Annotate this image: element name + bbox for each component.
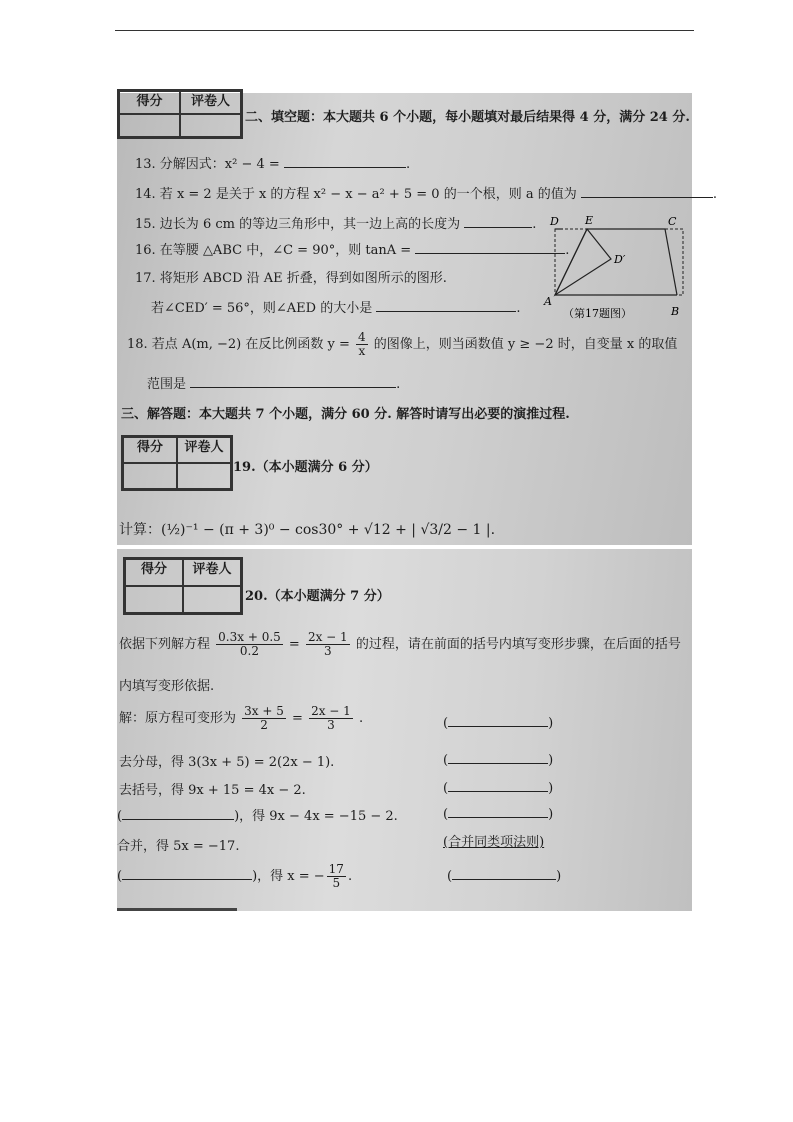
section2-title: 二、填空题：本大题共 6 个小题，每小题填对最后结果得 4 分，满分 24 分. [245,110,690,125]
step-3: 去括号，得 9x + 15 = 4x − 2. [119,783,306,798]
answer-blank [190,375,396,388]
step-blank-4 [122,807,234,820]
section3-title: 三、解答题：本大题共 7 个小题，满分 60 分. 解答时请写出必要的演推过程. [121,407,570,422]
table-edge [117,908,237,911]
step-6: ( )，得 x = − $\frac{17}{5}$ . [117,862,353,890]
label-a: A [544,295,552,308]
reason-blank-3: ( ) [443,781,554,796]
answer-blank [464,215,532,228]
question-20-intro: 依据下列解方程 $\frac{0.3x + 0.5}{0.2}$ = $\frac{2x - 1}{3}$ 的过程，请在前面的括号内填写变形步骤，在后面的括号 [119,630,681,658]
folded-triangle [555,229,611,295]
question-16: 16. 在等腰 △ABC 中，∠C = 90°，则 tanA = . [135,243,570,258]
score-label: 得分 [125,559,183,586]
label-b: B [671,305,680,318]
question-15: 15. 边长为 6 cm 的等边三角形中，其一边上高的长度为 . [135,217,537,232]
question-18-range: 范围是 . [147,377,401,392]
step-4: ( )，得 9x − 4x = −15 − 2. [117,809,398,824]
question-19-title: 19.（本小题满分 6 分） [233,460,378,475]
figure-17 [541,211,691,323]
step-blank-6 [122,867,252,880]
question-13: 13. 分解因式：x² − 4 = . [135,157,411,172]
step-1: 解：原方程可变形为 $\frac{3x + 5}{2}$ = $\frac{2x - 1}{3}$ . [119,704,364,732]
answer-blank [284,155,406,168]
question-14: 14. 若 x = 2 是关于 x 的方程 x² − x − a² + 5 = 0 的一个根，则 a 的值为 . [135,187,717,202]
question-17: 17. 将矩形 ABCD 沿 AE 折叠，得到如图所示的图形. [135,271,447,286]
label-d: D [550,215,559,228]
label-c: C [668,215,677,228]
question-20-title: 20.（本小题满分 7 分） [245,589,390,604]
fraction: $\frac{4}{x}$ [358,330,366,358]
label-d-prime: D′ [614,253,626,266]
grader-label: 评卷人 [180,91,241,114]
question-17-ask: 若∠CED′ = 56°，则∠AED 的大小是 . [151,301,521,316]
label-e: E [585,214,594,227]
question-20-intro-line2: 内填写变形依据. [119,679,215,694]
reason-blank-2: ( ) [443,753,554,768]
step-2: 去分母，得 3(3x + 5) = 2(2x − 1). [119,755,335,770]
answer-blank [581,185,713,198]
score-label: 得分 [123,437,177,463]
grader-label: 评卷人 [177,437,231,463]
figure-caption: （第17题图） [563,307,632,320]
reason-blank-6: ( ) [447,869,562,884]
score-table-q20 [123,557,243,615]
answer-blank [376,299,516,312]
reason-blank-1: ( ) [443,716,554,731]
exam-photo-2 [117,549,692,911]
step-5: 合并，得 5x = −17. [117,839,240,854]
reason-blank-4: ( ) [443,807,554,822]
score-table-section2 [117,89,243,139]
grader-label: 评卷人 [183,559,241,586]
score-table-q19 [121,435,233,491]
score-label: 得分 [119,91,180,114]
reason-5: (合并同类项法则) [443,835,545,850]
exam-photo-1 [117,93,717,545]
question-19-expression: 计算：(½)⁻¹ − (π + 3)⁰ − cos30° + √12 + | √3/2 − 1 |. [119,522,496,538]
header-rule [115,30,694,31]
question-18: 18. 若点 A(m, −2) 在反比例函数 y = $\frac{4}{x}$ 的图像上，则当函数值 y ≥ −2 时，自变量 x 的取值 [127,330,678,358]
